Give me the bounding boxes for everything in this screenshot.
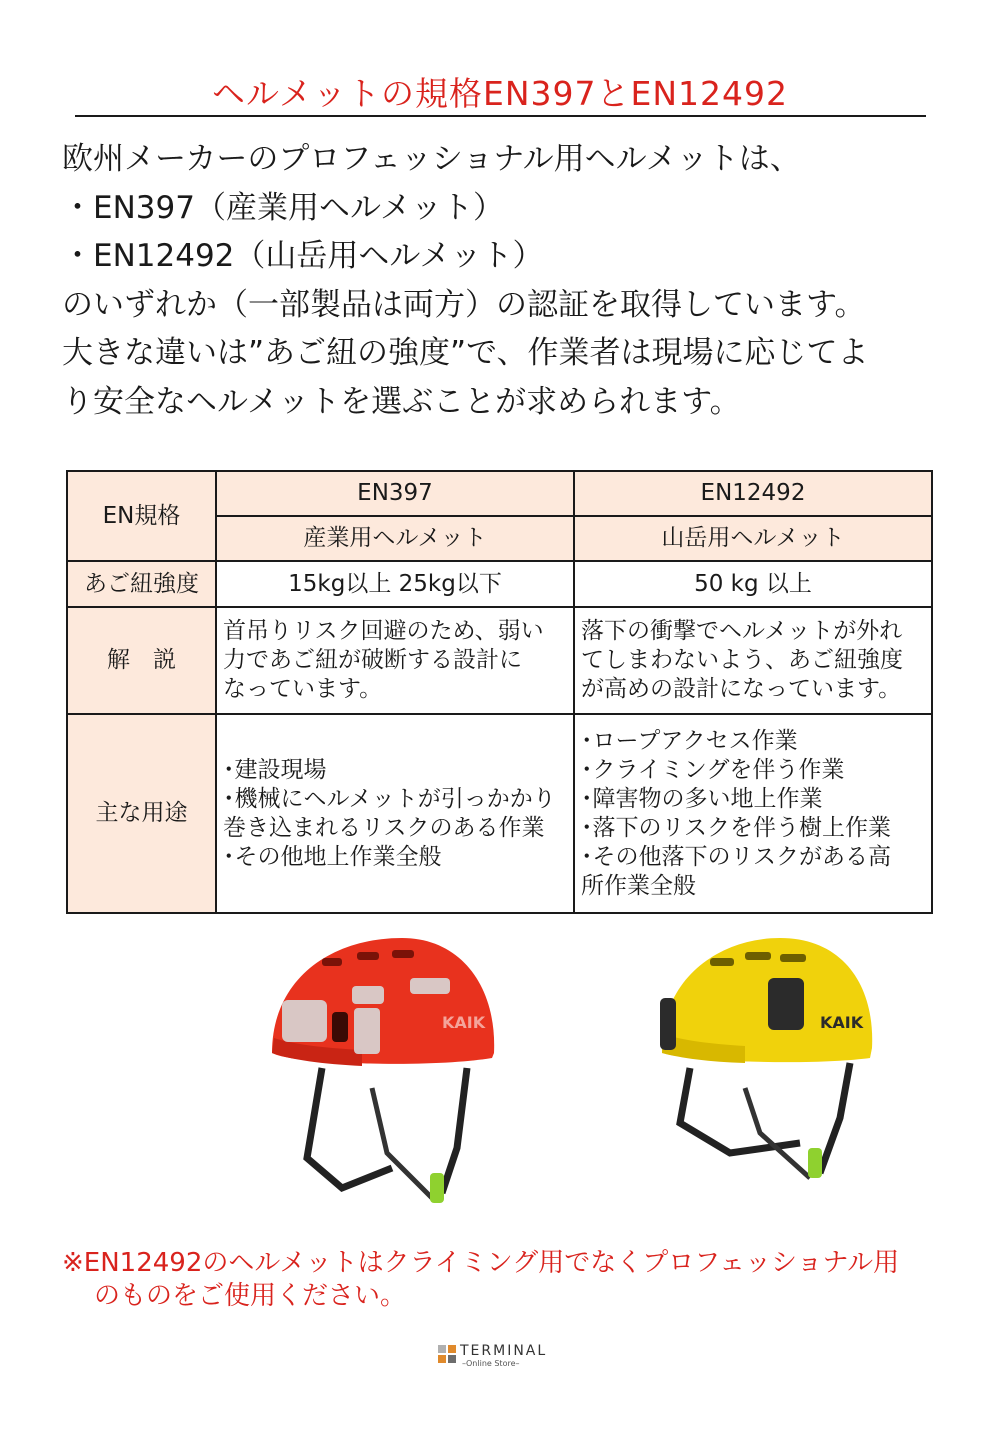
terminal-logo (438, 1344, 568, 1374)
uses-en12492 (574, 714, 932, 913)
explanation-line: なっています。 (223, 676, 383, 702)
title-divider (75, 115, 926, 117)
use-item: ･ロープアクセス作業 (581, 727, 798, 754)
use-item: ･その他地上作業全般 (223, 843, 442, 870)
row-label-explanation: 解 説 (67, 607, 216, 714)
use-item: ･その他落下のリスクがある高 (581, 843, 892, 870)
use-item: ･クライミングを伴う作業 (581, 756, 845, 783)
red-helmet-image (262, 938, 502, 1218)
use-item: 巻き込まれるリスクのある作業 (223, 814, 545, 841)
red-helmet-brand: KAIK (442, 1013, 486, 1032)
page-title: ヘルメットの規格EN397とEN12492 (211, 74, 789, 113)
use-item: 所作業全般 (581, 872, 696, 899)
intro-line: 大きな違いは”あご紐の強度”で、作業者は現場に応じてよ (62, 335, 869, 371)
explanation-en397 (216, 607, 574, 714)
explanation-en12492 (574, 607, 932, 714)
footnote-line: ※EN12492のヘルメットはクライミング用でなくプロフェッショナル用 (62, 1248, 900, 1278)
explanation-line: 首吊りリスク回避のため、弱い (223, 618, 544, 644)
footnote-line: のものをご使用ください。 (94, 1281, 407, 1311)
use-item: ･落下のリスクを伴う樹上作業 (581, 814, 892, 841)
header-en397-type: 産業用ヘルメット (216, 516, 574, 561)
intro-text (62, 135, 962, 426)
table-corner-label: EN規格 (67, 471, 216, 561)
logo-subtitle: –Online Store– (462, 1359, 520, 1368)
intro-line: 欧州メーカーのプロフェッショナル用ヘルメットは、 (62, 141, 801, 177)
intro-line: ・EN12492（山岳用ヘルメット） (62, 238, 544, 274)
intro-line: り安全なヘルメットを選ぶことが求められます。 (62, 383, 741, 420)
header-en12492: EN12492 (574, 471, 932, 516)
yellow-helmet-image (650, 938, 890, 1188)
yellow-helmet-brand: KAIK (820, 1013, 864, 1032)
strength-en397: 15kg以上 25kg以下 (216, 561, 574, 607)
explanation-line: てしまわないよう、あご紐強度 (581, 647, 903, 673)
row-label-strength: あご紐強度 (67, 561, 216, 607)
explanation-line: が高めの設計になっています。 (581, 676, 902, 702)
use-item: ･機械にヘルメットが引っかかり (223, 785, 556, 812)
strength-en12492: 50 kg 以上 (574, 561, 932, 607)
row-label-uses: 主な用途 (67, 714, 216, 913)
intro-line: ・EN397（産業用ヘルメット） (62, 189, 505, 226)
header-en397: EN397 (216, 471, 574, 516)
intro-line: のいずれか（一部製品は両方）の認証を取得しています。 (62, 286, 866, 323)
use-item: ･建設現場 (223, 756, 327, 783)
logo-name: TERMINAL (460, 1343, 548, 1359)
explanation-line: 力であご紐が破断する設計に (223, 647, 522, 673)
explanation-line: 落下の衝撃でヘルメットが外れ (581, 618, 903, 644)
comparison-table (66, 470, 933, 914)
use-item: ･障害物の多い地上作業 (581, 785, 823, 812)
uses-en397 (216, 714, 574, 913)
header-en12492-type: 山岳用ヘルメット (574, 516, 932, 561)
logo-mark-icon (438, 1345, 456, 1363)
footnote (62, 1247, 962, 1313)
